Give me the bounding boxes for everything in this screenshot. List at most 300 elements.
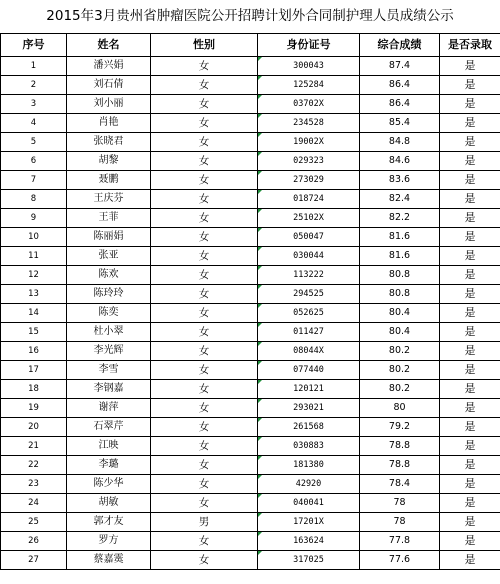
cell-id [258, 399, 360, 418]
cell-seq-text: 1 [30, 61, 37, 71]
cell-hired [440, 114, 500, 133]
cell-score [360, 361, 440, 380]
cell-sex-text: 女 [198, 155, 210, 167]
cell-sex-text: 女 [198, 98, 210, 110]
cell-name [67, 171, 151, 190]
cell-id-text: 050047 [293, 232, 324, 242]
cell-score [360, 95, 440, 114]
cell-sex [151, 285, 258, 304]
column-header-score: 综合成绩 [360, 34, 440, 57]
cell-hired [440, 551, 500, 570]
cell-id-text: 030044 [293, 251, 324, 261]
cell-hired [440, 57, 500, 76]
cell-seq [1, 399, 67, 418]
cell-score-text: 84.6 [388, 155, 411, 166]
cell-hired-text: 是 [464, 534, 476, 547]
cell-seq-text: 15 [28, 327, 39, 337]
cell-hired-text: 是 [464, 249, 476, 262]
cell-score [360, 323, 440, 342]
table-row [1, 114, 500, 133]
cell-id-text: 317025 [293, 555, 324, 565]
cell-score [360, 418, 440, 437]
cell-hired [440, 190, 500, 209]
cell-score-text: 78 [393, 516, 406, 527]
table-row [1, 190, 500, 209]
cell-seq-text: 8 [30, 194, 37, 204]
cell-marker-icon [258, 133, 262, 137]
cell-score-text: 84.8 [388, 136, 411, 147]
cell-hired-text: 是 [464, 154, 476, 167]
cell-hired-text: 是 [464, 344, 476, 357]
cell-id [258, 551, 360, 570]
cell-score-text: 86.4 [388, 79, 411, 90]
cell-hired [440, 513, 500, 532]
cell-name-text: 李光辉 [93, 345, 124, 356]
cell-sex-text: 女 [198, 421, 210, 433]
cell-sex-text: 女 [198, 535, 210, 547]
cell-sex [151, 494, 258, 513]
cell-name [67, 114, 151, 133]
cell-sex-text: 女 [198, 497, 210, 509]
cell-hired-text: 是 [464, 515, 476, 528]
cell-name-text: 江映 [98, 440, 119, 451]
cell-id [258, 285, 360, 304]
cell-seq-text: 3 [30, 99, 37, 109]
cell-hired-text: 是 [464, 230, 476, 243]
cell-name-text: 杜小翠 [93, 326, 124, 337]
cell-hired-text: 是 [464, 78, 476, 91]
table-row [1, 304, 500, 323]
table-row [1, 380, 500, 399]
cell-sex-text: 女 [198, 478, 210, 490]
cell-score-text: 77.6 [388, 554, 411, 565]
cell-sex [151, 190, 258, 209]
cell-sex-text: 女 [198, 383, 210, 395]
cell-score-text: 80.2 [388, 364, 411, 375]
cell-score-text: 78.4 [388, 478, 411, 489]
cell-name [67, 247, 151, 266]
cell-sex-text: 女 [198, 288, 210, 300]
cell-sex [151, 456, 258, 475]
cell-sex-text: 女 [198, 554, 210, 566]
cell-score-text: 80.8 [388, 288, 411, 299]
cell-sex-text: 女 [198, 269, 210, 281]
cell-id-text: 19002X [293, 137, 324, 147]
cell-score [360, 76, 440, 95]
cell-id [258, 57, 360, 76]
cell-marker-icon [258, 114, 262, 118]
cell-sex [151, 532, 258, 551]
cell-score-text: 81.6 [388, 250, 411, 261]
cell-id-text: 018724 [293, 194, 324, 204]
table-row [1, 513, 500, 532]
cell-seq-text: 18 [28, 384, 39, 394]
cell-seq-text: 13 [28, 289, 39, 299]
cell-id-text: 261568 [293, 422, 324, 432]
cell-marker-icon [258, 95, 262, 99]
cell-sex [151, 513, 258, 532]
cell-id-text: 273029 [293, 175, 324, 185]
cell-id-text: 08044X [293, 346, 324, 356]
cell-sex [151, 342, 258, 361]
table-row [1, 76, 500, 95]
cell-hired-text: 是 [464, 97, 476, 110]
cell-id-text: 163624 [293, 536, 324, 546]
table-row [1, 285, 500, 304]
table-row [1, 475, 500, 494]
cell-id [258, 114, 360, 133]
cell-name-text: 潘兴娟 [93, 60, 124, 71]
table-row [1, 95, 500, 114]
cell-hired-text: 是 [464, 287, 476, 300]
cell-seq [1, 304, 67, 323]
cell-id-text: 25102X [293, 213, 324, 223]
cell-id [258, 437, 360, 456]
cell-seq-text: 4 [30, 118, 37, 128]
cell-seq-text: 7 [30, 175, 37, 185]
cell-marker-icon [258, 551, 262, 555]
cell-hired-text: 是 [464, 363, 476, 376]
cell-hired-text: 是 [464, 192, 476, 205]
cell-score-text: 80.2 [388, 383, 411, 394]
cell-score [360, 551, 440, 570]
cell-marker-icon [258, 342, 262, 346]
cell-id [258, 323, 360, 342]
cell-score [360, 494, 440, 513]
cell-sex [151, 95, 258, 114]
cell-seq [1, 285, 67, 304]
cell-score-text: 86.4 [388, 98, 411, 109]
cell-seq-text: 23 [28, 479, 39, 489]
cell-id [258, 171, 360, 190]
cell-id [258, 342, 360, 361]
cell-score-text: 82.4 [388, 193, 411, 204]
cell-score-text: 80.4 [388, 326, 411, 337]
cell-sex [151, 228, 258, 247]
cell-seq [1, 475, 67, 494]
cell-id [258, 228, 360, 247]
cell-hired [440, 304, 500, 323]
cell-id [258, 494, 360, 513]
cell-score [360, 57, 440, 76]
cell-seq [1, 114, 67, 133]
cell-score-text: 87.4 [388, 60, 411, 71]
cell-seq [1, 266, 67, 285]
cell-seq-text: 10 [28, 232, 39, 242]
cell-id-text: 040041 [293, 498, 324, 508]
cell-marker-icon [258, 266, 262, 270]
cell-marker-icon [258, 76, 262, 80]
cell-hired [440, 342, 500, 361]
cell-score-text: 82.2 [388, 212, 411, 223]
table-row [1, 551, 500, 570]
cell-name [67, 532, 151, 551]
cell-score-text: 79.2 [388, 421, 411, 432]
cell-id [258, 133, 360, 152]
cell-name-text: 陈玲玲 [93, 288, 124, 299]
table-row [1, 361, 500, 380]
cell-seq [1, 532, 67, 551]
cell-hired-text: 是 [464, 477, 476, 490]
cell-hired [440, 532, 500, 551]
cell-hired-text: 是 [464, 420, 476, 433]
cell-seq [1, 551, 67, 570]
column-header-seq: 序号 [1, 34, 67, 57]
cell-hired [440, 209, 500, 228]
cell-name [67, 361, 151, 380]
table-row [1, 494, 500, 513]
cell-name-text: 石翠芹 [93, 421, 124, 432]
table-row [1, 247, 500, 266]
cell-sex [151, 380, 258, 399]
cell-id [258, 380, 360, 399]
cell-seq [1, 95, 67, 114]
cell-score-text: 80.2 [388, 345, 411, 356]
cell-hired [440, 494, 500, 513]
table-row [1, 209, 500, 228]
cell-name-text: 李璐 [98, 459, 119, 470]
cell-seq-text: 22 [28, 460, 39, 470]
cell-id [258, 456, 360, 475]
cell-score-text: 81.6 [388, 231, 411, 242]
cell-marker-icon [258, 171, 262, 175]
cell-id [258, 95, 360, 114]
cell-sex-text: 女 [198, 231, 210, 243]
cell-name [67, 95, 151, 114]
cell-score [360, 228, 440, 247]
cell-score [360, 190, 440, 209]
cell-score [360, 114, 440, 133]
cell-name-text: 胡黎 [98, 155, 119, 166]
cell-score [360, 475, 440, 494]
cell-name-text: 罗方 [98, 535, 119, 546]
cell-seq-text: 19 [28, 403, 39, 413]
cell-marker-icon [258, 513, 262, 517]
table-row [1, 399, 500, 418]
cell-name-text: 陈少华 [93, 478, 124, 489]
cell-seq-text: 20 [28, 422, 39, 432]
cell-sex-text: 女 [198, 193, 210, 205]
cell-name [67, 304, 151, 323]
cell-marker-icon [258, 532, 262, 536]
cell-hired [440, 133, 500, 152]
cell-hired [440, 456, 500, 475]
cell-score [360, 380, 440, 399]
cell-seq [1, 133, 67, 152]
cell-hired-text: 是 [464, 211, 476, 224]
cell-id [258, 513, 360, 532]
cell-hired [440, 152, 500, 171]
cell-sex [151, 114, 258, 133]
cell-name [67, 513, 151, 532]
cell-id-text: 03702X [293, 99, 324, 109]
cell-marker-icon [258, 323, 262, 327]
cell-name [67, 133, 151, 152]
cell-id [258, 76, 360, 95]
cell-sex [151, 57, 258, 76]
cell-id [258, 190, 360, 209]
cell-sex [151, 304, 258, 323]
cell-score [360, 513, 440, 532]
cell-seq-text: 11 [28, 251, 39, 261]
cell-score-text: 78 [393, 497, 406, 508]
cell-name-text: 陈欢 [98, 269, 119, 280]
cell-score [360, 247, 440, 266]
cell-sex [151, 76, 258, 95]
cell-marker-icon [258, 228, 262, 232]
cell-seq-text: 2 [30, 80, 37, 90]
cell-seq-text: 16 [28, 346, 39, 356]
table-row [1, 152, 500, 171]
cell-sex-text: 女 [198, 459, 210, 471]
cell-hired-text: 是 [464, 116, 476, 129]
cell-name [67, 152, 151, 171]
cell-sex-text: 女 [198, 307, 210, 319]
cell-name-text: 蔡嘉霙 [93, 554, 124, 565]
cell-id [258, 361, 360, 380]
cell-seq [1, 418, 67, 437]
cell-sex-text: 女 [198, 60, 210, 72]
cell-score [360, 133, 440, 152]
cell-seq [1, 456, 67, 475]
cell-hired [440, 361, 500, 380]
cell-marker-icon [258, 361, 262, 365]
cell-score [360, 209, 440, 228]
cell-seq-text: 9 [30, 213, 37, 223]
cell-seq [1, 380, 67, 399]
cell-hired-text: 是 [464, 553, 476, 566]
cell-id-text: 011427 [293, 327, 324, 337]
cell-name [67, 551, 151, 570]
cell-hired [440, 247, 500, 266]
cell-sex-text: 女 [198, 250, 210, 262]
cell-id-text: 029323 [293, 156, 324, 166]
table-row [1, 532, 500, 551]
cell-sex-text: 女 [198, 174, 210, 186]
cell-name-text: 陈奕 [98, 307, 119, 318]
cell-score [360, 285, 440, 304]
cell-id-text: 125284 [293, 80, 324, 90]
cell-seq [1, 323, 67, 342]
cell-sex [151, 361, 258, 380]
cell-name [67, 456, 151, 475]
cell-marker-icon [258, 190, 262, 194]
cell-id [258, 475, 360, 494]
cell-marker-icon [258, 456, 262, 460]
cell-hired [440, 95, 500, 114]
cell-name [67, 285, 151, 304]
cell-sex [151, 323, 258, 342]
cell-marker-icon [258, 494, 262, 498]
cell-sex-text: 男 [198, 516, 210, 528]
cell-name [67, 342, 151, 361]
cell-hired-text: 是 [464, 401, 476, 414]
cell-id [258, 152, 360, 171]
cell-seq-text: 5 [30, 137, 37, 147]
cell-sex [151, 551, 258, 570]
cell-hired-text: 是 [464, 496, 476, 509]
cell-marker-icon [258, 285, 262, 289]
cell-sex-text: 女 [198, 364, 210, 376]
cell-name [67, 323, 151, 342]
cell-hired [440, 399, 500, 418]
cell-marker-icon [258, 57, 262, 61]
cell-id [258, 532, 360, 551]
cell-name-text: 王庆芬 [93, 193, 124, 204]
cell-sex [151, 399, 258, 418]
cell-id-text: 030883 [293, 441, 324, 451]
column-header-id: 身份证号 [258, 34, 360, 57]
cell-seq-text: 17 [28, 365, 39, 375]
cell-id [258, 209, 360, 228]
table-row [1, 418, 500, 437]
cell-seq [1, 494, 67, 513]
table-row [1, 437, 500, 456]
cell-sex [151, 418, 258, 437]
column-header-hired: 是否录取 [440, 34, 500, 57]
cell-name [67, 76, 151, 95]
cell-marker-icon [258, 247, 262, 251]
results-table [0, 33, 500, 570]
cell-sex [151, 133, 258, 152]
cell-seq-text: 24 [28, 498, 39, 508]
cell-score-text: 78.8 [388, 440, 411, 451]
cell-hired [440, 380, 500, 399]
cell-name [67, 494, 151, 513]
cell-score [360, 456, 440, 475]
cell-score [360, 266, 440, 285]
cell-hired [440, 475, 500, 494]
cell-marker-icon [258, 418, 262, 422]
cell-name-text: 胡敏 [98, 497, 119, 508]
cell-id-text: 17201X [293, 517, 324, 527]
cell-score-text: 80.8 [388, 269, 411, 280]
cell-seq-text: 25 [28, 517, 39, 527]
cell-name-text: 李雪 [98, 364, 119, 375]
cell-name-text: 聂鹏 [98, 174, 119, 185]
table-row [1, 57, 500, 76]
cell-seq [1, 361, 67, 380]
cell-name [67, 399, 151, 418]
cell-seq-text: 6 [30, 156, 37, 166]
cell-hired [440, 285, 500, 304]
cell-seq [1, 76, 67, 95]
cell-seq [1, 152, 67, 171]
cell-score [360, 304, 440, 323]
cell-name-text: 谢萍 [98, 402, 119, 413]
cell-score [360, 152, 440, 171]
cell-hired [440, 437, 500, 456]
cell-sex [151, 475, 258, 494]
cell-seq-text: 27 [28, 555, 39, 565]
cell-sex-text: 女 [198, 117, 210, 129]
cell-seq [1, 57, 67, 76]
cell-id-text: 052625 [293, 308, 324, 318]
cell-seq-text: 14 [28, 308, 39, 318]
cell-seq [1, 209, 67, 228]
cell-score-text: 83.6 [388, 174, 411, 185]
table-row [1, 342, 500, 361]
cell-hired [440, 418, 500, 437]
cell-hired [440, 266, 500, 285]
cell-seq [1, 247, 67, 266]
cell-score-text: 80 [393, 402, 406, 413]
cell-hired [440, 76, 500, 95]
cell-hired [440, 323, 500, 342]
cell-sex-text: 女 [198, 402, 210, 414]
cell-hired [440, 171, 500, 190]
cell-hired-text: 是 [464, 325, 476, 338]
